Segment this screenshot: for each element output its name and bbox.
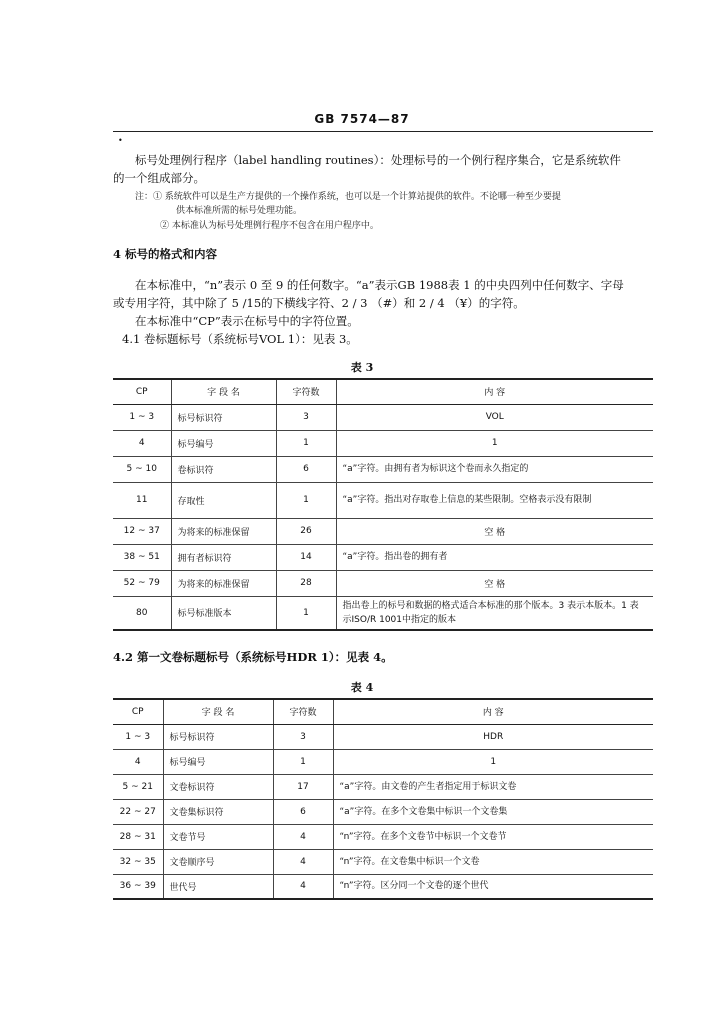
cell-cp: 12 ~ 37 (113, 518, 171, 544)
cell-content: VOL (336, 404, 653, 430)
cell-field-name: 标号标识符 (171, 404, 276, 430)
cell-field-name: 文卷节号 (163, 824, 273, 849)
cell-cp: 36 ~ 39 (113, 874, 163, 899)
cell-field-name: 标号标准版本 (171, 596, 276, 630)
definition-line-2: 的一个组成部分。 (113, 171, 205, 185)
cell-content: “a”字符。指出卷的拥有者 (336, 544, 653, 570)
table-row (113, 430, 653, 456)
col-header-content: 内 容 (333, 699, 653, 724)
col-header-cp: CP (113, 699, 163, 724)
cell-content: HDR (333, 724, 653, 749)
cell-cp: 1 ~ 3 (113, 724, 163, 749)
cell-char-count: 3 (273, 724, 333, 749)
cell-content: “n”字符。在多个文卷节中标识一个文卷节 (333, 824, 653, 849)
cell-char-count: 14 (276, 544, 336, 570)
table-row (113, 774, 653, 799)
cell-char-count: 3 (276, 404, 336, 430)
cell-cp: 5 ~ 21 (113, 774, 163, 799)
section-4-1-title: 4.1 卷标题标号（系统标号VOL 1）：见表 3。 (122, 332, 358, 346)
cell-content: 空 格 (336, 518, 653, 544)
cell-char-count: 6 (276, 456, 336, 482)
col-header-cp: CP (113, 379, 171, 404)
cell-content: “a”字符。由拥有者为标识这个卷而永久指定的 (336, 456, 653, 482)
cell-content: “a”字符。指出对存取卷上信息的某些限制。空格表示没有限制 (336, 482, 653, 518)
cell-cp: 22 ~ 27 (113, 799, 163, 824)
table-row (113, 596, 653, 630)
cell-char-count: 1 (276, 482, 336, 518)
col-header-content: 内 容 (336, 379, 653, 404)
table-row (113, 518, 653, 544)
cell-cp: 5 ~ 10 (113, 456, 171, 482)
table-row (113, 824, 653, 849)
cell-field-name: 卷标识符 (171, 456, 276, 482)
cell-cp: 80 (113, 596, 171, 630)
cell-char-count: 6 (273, 799, 333, 824)
table-row (113, 544, 653, 570)
table-header-row (113, 699, 653, 724)
cell-content: 空 格 (336, 570, 653, 596)
cell-cp: 38 ~ 51 (113, 544, 171, 570)
cell-cp: 32 ~ 35 (113, 849, 163, 874)
cell-content: “a”字符。在多个文卷集中标识一个文卷集 (333, 799, 653, 824)
table-header-row (113, 379, 653, 404)
table-row (113, 456, 653, 482)
table-row (113, 849, 653, 874)
document-code-header: GB 7574—87 (314, 112, 410, 126)
cell-char-count: 4 (273, 849, 333, 874)
cell-cp: 1 ~ 3 (113, 404, 171, 430)
section-4-para-1-line-1: 在本标准中，“n”表示 0 至 9 的任何数字。“a”表示GB 1988表 1 的中央四列中任何数字、字母 (135, 278, 624, 292)
section-4-para-2: 在本标准中“CP”表示在标号中的字符位置。 (135, 314, 359, 328)
note-1-line-2: 供本标准所需的标号处理功能。 (176, 206, 303, 216)
cell-char-count: 1 (273, 749, 333, 774)
cell-char-count: 1 (276, 596, 336, 630)
cell-cp: 11 (113, 482, 171, 518)
table-4-caption: 表 4 (350, 681, 374, 694)
cell-char-count: 26 (276, 518, 336, 544)
cell-field-name: 文卷集标识符 (163, 799, 273, 824)
cell-char-count: 4 (273, 824, 333, 849)
note-2: ② 本标准认为标号处理例行程序不包含在用户程序中。 (160, 221, 379, 231)
cell-field-name: 存取性 (171, 482, 276, 518)
definition-line-1: 标号处理例行程序（label handling routines）：处理标号的一个例行程序集合，它是系统软件 (135, 153, 621, 167)
cell-char-count: 17 (273, 774, 333, 799)
table-row (113, 482, 653, 518)
table-row (113, 799, 653, 824)
header-rule (113, 131, 653, 132)
cell-field-name: 标号编号 (171, 430, 276, 456)
table-row (113, 749, 653, 774)
cell-field-name: 世代号 (163, 874, 273, 899)
section-4-heading: 4 标号的格式和内容 (113, 247, 218, 261)
cell-content: 指出卷上的标号和数据的格式适合本标准的那个版本。3 表示本版本。1 表示ISO/R 1001中指定的版本 (336, 596, 653, 630)
cell-field-name: 标号编号 (163, 749, 273, 774)
section-4-2-title: 4.2 第一文卷标题标号（系统标号HDR 1）：见表 4。 (113, 650, 393, 664)
cell-content: “n”字符。在文卷集中标识一个文卷 (333, 849, 653, 874)
table-4 (113, 698, 653, 900)
cell-cp: 28 ~ 31 (113, 824, 163, 849)
cell-field-name: 拥有者标识符 (171, 544, 276, 570)
cell-content: “a”字符。由文卷的产生者指定用于标识文卷 (333, 774, 653, 799)
margin-mark: • (118, 136, 123, 145)
note-1-line-1: 注：① 系统软件可以是生产方提供的一个操作系统，也可以是一个计算站提供的软件。不论哪一种至少要提 (135, 192, 561, 202)
table-3-caption: 表 3 (350, 361, 374, 374)
table-row (113, 724, 653, 749)
cell-field-name: 文卷标识符 (163, 774, 273, 799)
cell-field-name: 文卷顺序号 (163, 849, 273, 874)
cell-char-count: 28 (276, 570, 336, 596)
cell-content: 1 (336, 430, 653, 456)
table-row (113, 404, 653, 430)
table-row (113, 570, 653, 596)
cell-cp: 52 ~ 79 (113, 570, 171, 596)
cell-field-name: 标号标识符 (163, 724, 273, 749)
table-row (113, 874, 653, 899)
table-3 (113, 378, 653, 631)
col-header-field-name: 字 段 名 (163, 699, 273, 724)
cell-cp: 4 (113, 749, 163, 774)
cell-content: “n”字符。区分同一个文卷的逐个世代 (333, 874, 653, 899)
col-header-char-count: 字符数 (273, 699, 333, 724)
cell-field-name: 为将来的标准保留 (171, 518, 276, 544)
cell-char-count: 4 (273, 874, 333, 899)
cell-content: 1 (333, 749, 653, 774)
section-4-para-1-line-2: 或专用字符，其中除了 5 /15的下横线字符、2 / 3 （#）和 2 / 4 （¥）的字符。 (113, 296, 525, 310)
cell-field-name: 为将来的标准保留 (171, 570, 276, 596)
col-header-char-count: 字符数 (276, 379, 336, 404)
cell-char-count: 1 (276, 430, 336, 456)
col-header-field-name: 字 段 名 (171, 379, 276, 404)
cell-cp: 4 (113, 430, 171, 456)
